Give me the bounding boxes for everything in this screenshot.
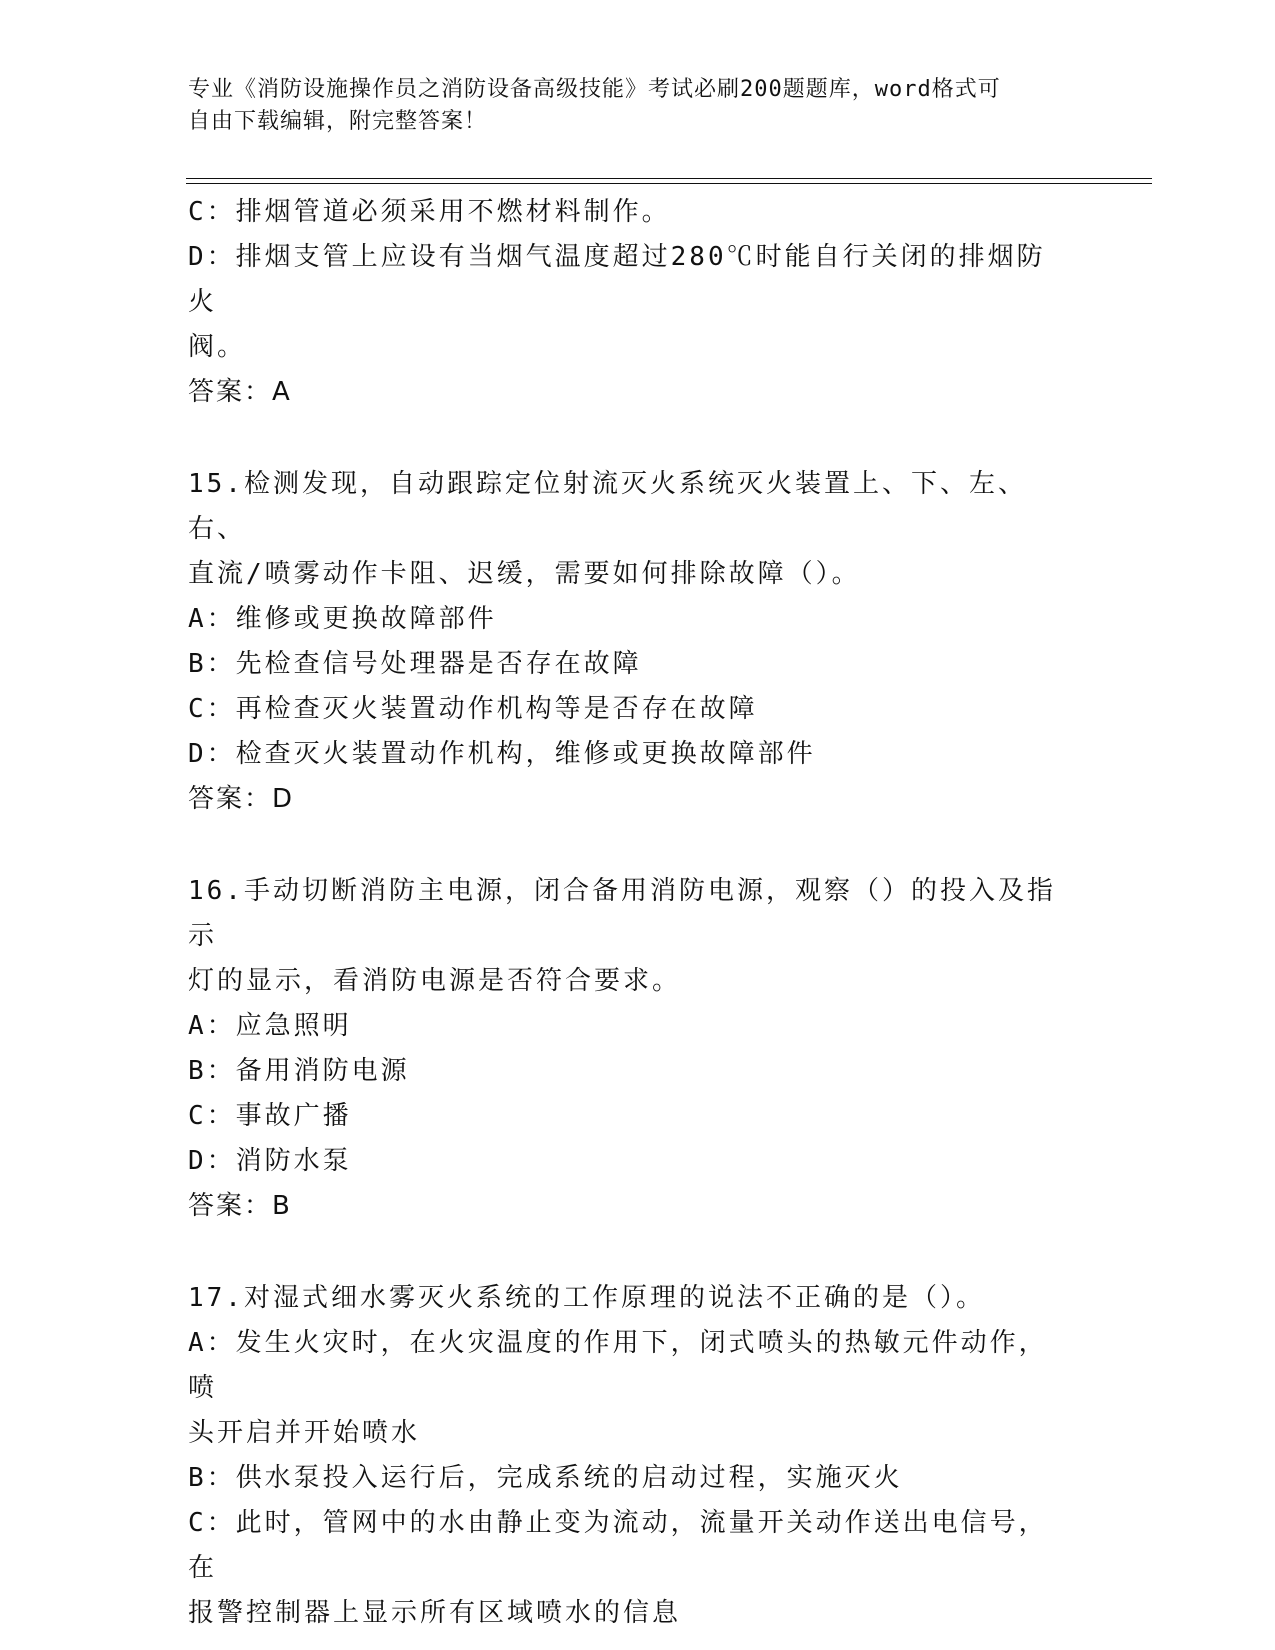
option-b: B：先检查信号处理器是否存在故障 <box>188 649 642 679</box>
question-14-tail <box>188 190 1068 415</box>
header-divider-top <box>186 178 1152 179</box>
question-stem-continued: 灯的显示，看消防电源是否符合要求。 <box>188 966 682 996</box>
document-header <box>188 74 1068 138</box>
option-a: A：发生火灾时，在火灾温度的作用下，闭式喷头的热敏元件动作，喷 <box>188 1328 1048 1403</box>
option-d: D：检查灭火装置动作机构，维修或更换故障部件 <box>188 739 816 769</box>
option-a-continued: 头开启并开始喷水 <box>188 1418 421 1448</box>
question-16 <box>188 869 1068 1229</box>
question-stem: 15.检测发现，自动跟踪定位射流灭火系统灭火装置上、下、左、右、 <box>188 469 1027 544</box>
option-d-continued: 阀。 <box>188 332 247 362</box>
option-a: A：维修或更换故障部件 <box>188 604 497 634</box>
header-title-line-2: 自由下载编辑，附完整答案！ <box>188 109 488 134</box>
question-content <box>188 190 1068 1636</box>
option-a: A：应急照明 <box>188 1011 352 1041</box>
question-17 <box>188 1276 1068 1636</box>
question-stem: 17.对湿式细水雾灭火系统的工作原理的说法不正确的是（）。 <box>188 1283 985 1313</box>
option-b: B：供水泵投入运行后，完成系统的启动过程，实施灭火 <box>188 1463 903 1493</box>
question-15 <box>188 462 1068 822</box>
answer: 答案：A <box>188 377 292 407</box>
header-title-line-1: 专业《消防设施操作员之消防设备高级技能》考试必刷200题题库，word格式可 <box>188 77 1001 102</box>
option-c: C：此时，管网中的水由静止变为流动，流量开关动作送出电信号，在 <box>188 1508 1048 1583</box>
answer: 答案：B <box>188 1191 292 1221</box>
option-d: D：排烟支管上应设有当烟气温度超过280℃时能自行关闭的排烟防火 <box>188 242 1046 317</box>
question-stem: 16.手动切断消防主电源，闭合备用消防电源，观察（）的投入及指示 <box>188 876 1056 951</box>
question-stem-continued: 直流/喷雾动作卡阻、迟缓，需要如何排除故障（）。 <box>188 559 861 589</box>
option-c-continued: 报警控制器上显示所有区域喷水的信息 <box>188 1598 682 1628</box>
option-c: C：排烟管道必须采用不燃材料制作。 <box>188 197 671 227</box>
header-divider-bottom <box>186 183 1152 184</box>
answer: 答案：D <box>188 784 295 814</box>
option-c: C：再检查灭火装置动作机构等是否存在故障 <box>188 694 758 724</box>
option-c: C：事故广播 <box>188 1101 352 1131</box>
option-b: B：备用消防电源 <box>188 1056 410 1086</box>
option-d: D：消防水泵 <box>188 1146 352 1176</box>
